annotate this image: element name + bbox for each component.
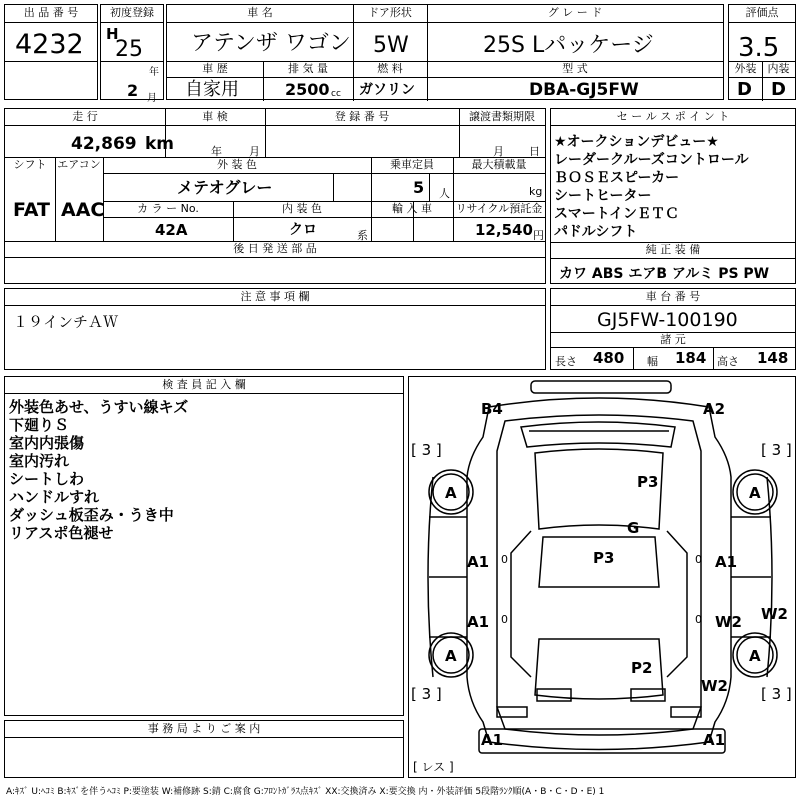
w2-right-side: W2 [761, 605, 788, 623]
color-no: 42A [155, 221, 188, 239]
sales-points-box [550, 108, 796, 284]
int-color-label: 内 装 色 [282, 202, 322, 215]
length: 480 [593, 349, 625, 367]
sales-points-label: セ ー ル ス ポ イ ン ト [616, 110, 730, 123]
notes-label: 注 意 事 項 欄 [240, 290, 310, 303]
chassis-number: GJ5FW-100190 [597, 309, 738, 331]
lot-number-label: 出 品 番 号 [23, 6, 79, 19]
recycle-label: リサイクル預託金 [455, 202, 543, 215]
first-registration-box [100, 4, 164, 104]
int-color-unit: 系 [357, 229, 368, 242]
a1-rear-left-door: A1 [467, 613, 490, 631]
ext-color-label: 外 装 色 [217, 158, 257, 171]
a1-front-right-door: A1 [715, 553, 738, 571]
load-label: 最大積載量 [471, 158, 527, 171]
width: 184 [675, 349, 707, 367]
inspector-line: 下廻りＳ [9, 416, 70, 434]
ext-color: メテオグレー [177, 178, 273, 197]
exterior-label: 外装 [734, 62, 757, 75]
score: 3.5 [738, 33, 780, 63]
model: DBA-GJ5FW [529, 80, 639, 100]
tread-rear-left: [ 3 ] [411, 685, 442, 703]
history-label: 車 歴 [202, 62, 228, 75]
zero-mark: 0 [501, 553, 508, 566]
exterior-grade: D [737, 79, 752, 100]
first-registration-label: 初度登録 [110, 6, 154, 19]
mileage-unit: km [145, 134, 175, 154]
door-type: 5W [373, 33, 409, 58]
transfer-label: 譲渡書類期限 [469, 110, 535, 123]
year-unit: 年 [149, 67, 159, 78]
details-box [4, 108, 546, 284]
chassis-box [550, 288, 796, 370]
inspection-year-unit: 年 [211, 145, 222, 158]
wheel-rear-right: A [749, 647, 761, 665]
model-label: 型 式 [562, 62, 588, 75]
less-label: [ レス ] [413, 760, 454, 774]
p3-roof: P3 [593, 549, 615, 567]
wheel-rear-left: A [445, 647, 457, 665]
first-registration-year: 25 [115, 37, 143, 62]
load-unit: kg [529, 185, 543, 198]
a1-front-left-door: A1 [467, 553, 490, 571]
transfer-month-unit: 月 [493, 145, 504, 158]
a2-label: A2 [703, 400, 726, 418]
fuel: ガソリン [359, 82, 415, 98]
inspection-label: 車 検 [202, 110, 228, 123]
zero-mark: 0 [695, 613, 702, 626]
notes: １９インチＡＷ [13, 313, 119, 331]
width-label: 幅 [647, 355, 658, 368]
color-no-label: カ ラ ー No. [137, 202, 199, 215]
interior-grade: D [771, 79, 786, 100]
inspector-line: ダッシュ板歪み・うき中 [9, 506, 174, 524]
recycle: 12,540 [475, 221, 533, 239]
tread-rear-right: [ 3 ] [761, 685, 792, 703]
sales-point-item: レーダークルーズコントロール [554, 152, 749, 168]
grade: 25S Lパッケージ [483, 33, 654, 58]
shift: FAT [13, 199, 50, 221]
inspector-line: ハンドルすれ [9, 488, 100, 506]
notes-box [4, 288, 546, 370]
chassis-label: 車 台 番 号 [645, 290, 701, 303]
car-name: アテンザ ワゴン [191, 31, 351, 56]
import-label: 輸 入 車 [392, 202, 432, 215]
zero-mark: 0 [501, 613, 508, 626]
tread-front-right: [ 3 ] [761, 441, 792, 459]
ac: AAC [61, 199, 105, 221]
w2-rear-right-door: W2 [715, 613, 742, 631]
office-label: 事 務 局 よ り ご 案 内 [147, 722, 261, 735]
recycle-unit: 円 [533, 229, 544, 242]
sales-point-item: パドルシフト [554, 224, 638, 240]
inspector-label: 検 査 員 記 入 欄 [162, 378, 246, 391]
capacity: 5 [413, 178, 425, 197]
inspector-box [4, 376, 404, 716]
b4-label: B4 [481, 400, 503, 418]
zero-mark: 0 [695, 553, 702, 566]
sales-point-item: ★オークションデビュー★ [554, 134, 719, 150]
era: H [106, 25, 119, 43]
lot-number-box [4, 4, 98, 100]
sales-point-item: シートヒーター [554, 188, 652, 204]
car-name-label: 車 名 [247, 6, 273, 19]
transfer-day-unit: 日 [529, 145, 540, 158]
inspector-line: 室内汚れ [9, 452, 70, 470]
lot-number: 4232 [15, 29, 84, 60]
legend: A:ｷｽﾞ U:ﾍｺﾐ B:ｷｽﾞを伴うﾍｺﾐ P:要塗装 W:補修跡 S:錆 C:腐食 G:ﾌﾛﾝﾄｶﾞﾗｽ点ｷｽﾞ XX:交換済み X:要交換 内・外装評価 5段階ﾗﾝｸ順(A・B・C・D・E) 1 [6, 787, 605, 797]
p3-hood: P3 [637, 473, 659, 491]
reg-no-label: 登 録 番 号 [334, 110, 390, 123]
sales-point-item: ＢＯＳＥスピーカー [554, 170, 680, 186]
capacity-label: 乗車定員 [390, 158, 434, 171]
equipment: カワ ABS エアB アルミ PS PW [559, 266, 770, 282]
mileage-label: 走 行 [72, 110, 98, 123]
g-windshield: G [627, 519, 640, 537]
first-registration-month: 2 [127, 81, 139, 100]
inspection-month-unit: 月 [249, 145, 260, 158]
inspector-line: 室内内張傷 [9, 434, 85, 452]
specs-label: 諸 元 [660, 333, 686, 346]
score-box [728, 4, 796, 100]
int-color: クロ [289, 222, 317, 238]
fuel-label: 燃 料 [377, 62, 403, 75]
wheel-front-left: A [445, 484, 457, 502]
damage-diagram-box [408, 376, 796, 778]
w2-rear-quarter: W2 [701, 677, 728, 695]
inspector-line: リアスポ色褪せ [9, 524, 114, 542]
height: 148 [757, 349, 789, 367]
grade-label: グ レ ー ド [547, 6, 603, 19]
month-unit: 月 [147, 93, 157, 104]
length-label: 長さ [555, 355, 577, 368]
a1-rear-left: A1 [481, 731, 504, 749]
tread-front-left: [ 3 ] [411, 441, 442, 459]
sales-point-item: スマートインＥＴＣ [554, 206, 680, 222]
a1-rear-right: A1 [703, 731, 726, 749]
score-label: 評価点 [745, 6, 779, 19]
office-box [4, 720, 404, 778]
capacity-unit: 人 [439, 187, 450, 200]
displacement: 2500 [285, 80, 330, 99]
history: 自家用 [185, 79, 239, 100]
inspector-line: シートしわ [9, 470, 85, 488]
door-label: ドア形状 [368, 6, 412, 19]
wheel-front-right: A [749, 484, 761, 502]
vehicle-top-box [166, 4, 724, 100]
car-diagram [409, 377, 795, 777]
displacement-label: 排 気 量 [288, 62, 328, 75]
ac-label: エアコン [57, 158, 101, 171]
mileage: 42,869 [71, 134, 137, 154]
displacement-unit: cc [331, 89, 341, 99]
later-parts-label: 後 日 発 送 部 品 [233, 242, 317, 255]
shift-label: シフト [13, 158, 47, 171]
equipment-label: 純 正 装 備 [645, 243, 701, 256]
interior-label: 内装 [767, 62, 790, 75]
inspector-line: 外装色あせ、うすい線キズ [9, 398, 189, 416]
p2-trunk: P2 [631, 659, 653, 677]
height-label: 高さ [717, 355, 739, 368]
